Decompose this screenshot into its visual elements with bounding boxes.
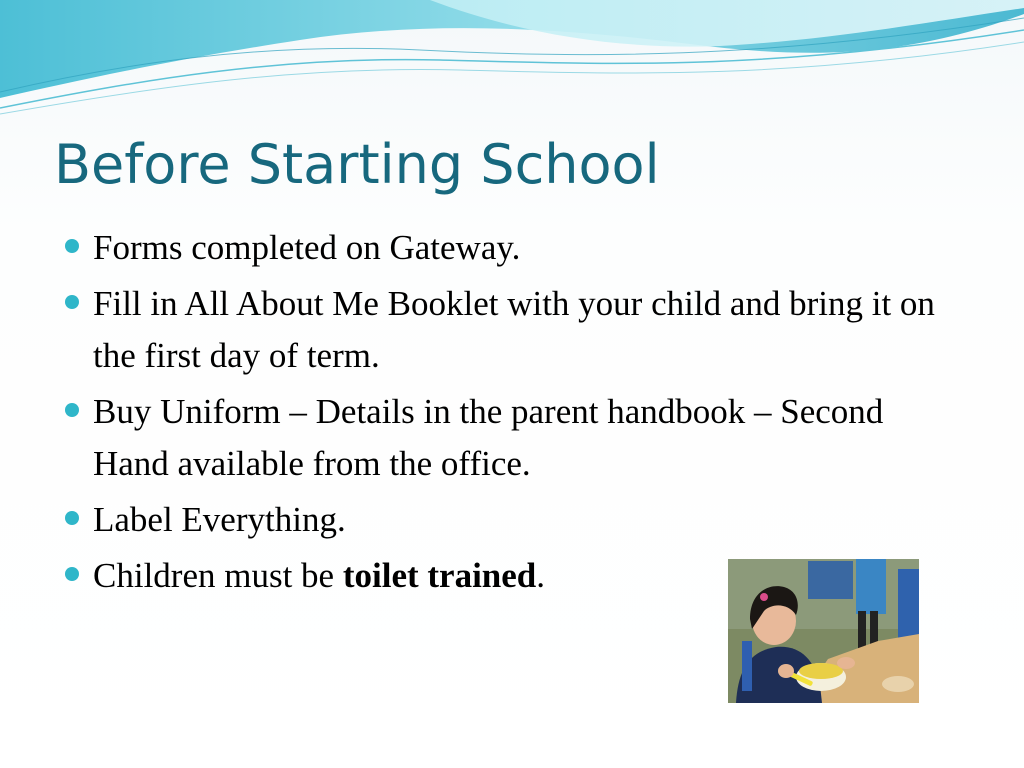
bullet-item [62, 494, 942, 546]
bullet-text: Fill in All About Me Booklet with your child and bring it on the first day of term. [93, 284, 935, 375]
bullet-list [62, 222, 942, 606]
bullet-icon [65, 567, 79, 581]
slide-title: Before Starting School [54, 133, 660, 196]
bullet-text: Buy Uniform – Details in the parent handbook – Second Hand available from the office. [93, 392, 884, 483]
wave-decoration [0, 0, 1024, 120]
bullet-text: Label Everything. [93, 500, 346, 539]
bullet-icon [65, 511, 79, 525]
bullet-text: Forms completed on Gateway. [93, 228, 521, 267]
bullet-text-after: . [536, 556, 546, 595]
bullet-item [62, 222, 942, 274]
bullet-icon [65, 295, 79, 309]
bullet-text-before: Children must be [93, 556, 343, 595]
bullet-item [62, 278, 942, 382]
bullet-icon [65, 403, 79, 417]
child-eating-photo [728, 559, 919, 703]
bullet-text-bold: toilet trained [342, 556, 537, 595]
bullet-item [62, 386, 942, 490]
bullet-icon [65, 239, 79, 253]
